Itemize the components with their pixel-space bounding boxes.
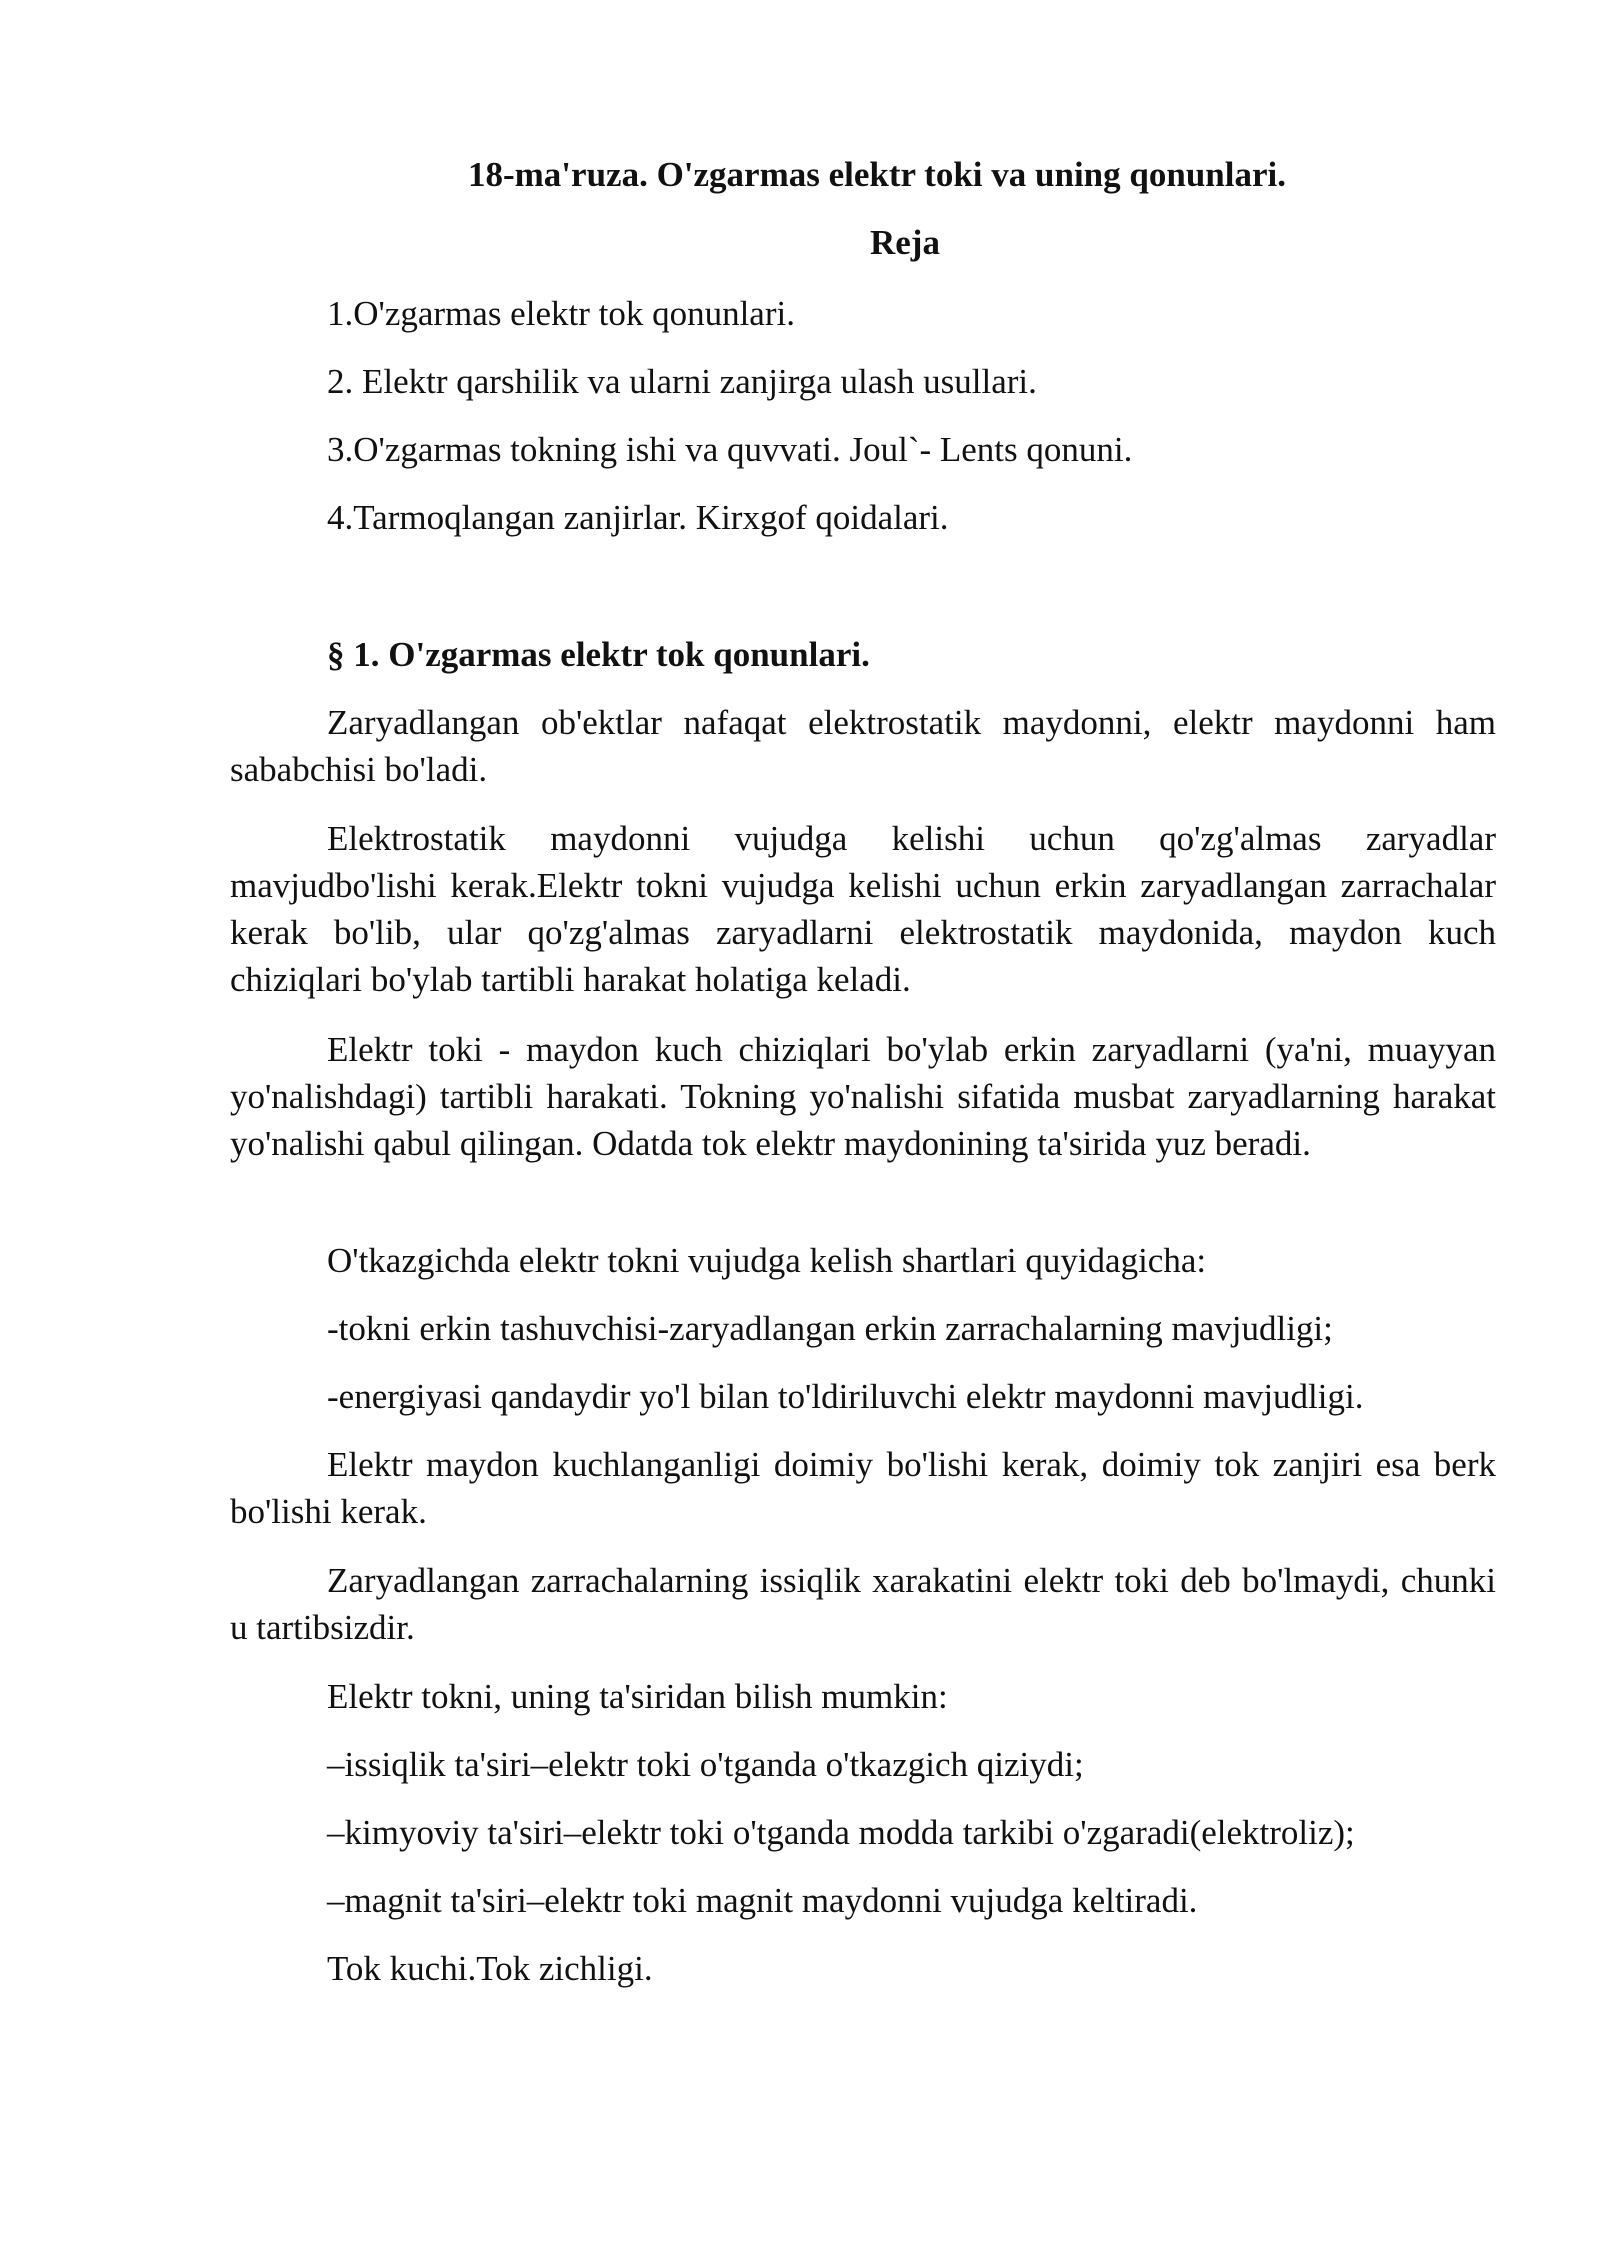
paragraph-3: Elektr toki - maydon kuch chiziqlari bo'ylab erkin zaryadlarni (ya'ni, muayyan yo'nalishdagi) tartibli harakati. Tokning yo'nalishi sifatida musbat zaryadlarning harakat yo'nalishi qabul qilingan. Odatda tok elektr maydonining ta'sirida yuz beradi. [230,1030,1496,1163]
last-line: Tok kuchi.Tok zichligi. [327,1949,653,1988]
paragraph-2: Elektrostatik maydonni vujudga kelishi uchun qo'zg'almas zaryadlar mavjudbo'lishi kerak.Elektr tokni vujudga kelishi uchun erkin zaryadlangan zarrachalar kerak bo'lib, ular qo'zg'almas zaryadlarni elektrostatik maydonida, maydon kuch chiziqlari bo'ylab tartibli harakat holatiga keladi. [230,819,1496,999]
paragraph-1: Zaryadlangan ob'ektlar nafaqat elektrostatik maydonni, elektr maydonni ham sababchisi bo'ladi. [230,703,1496,789]
plan-item-2: 2. Elektr qarshilik va ularni zanjirga ulash usullari. [327,362,1037,401]
plan-item-3: 3.O'zgarmas tokning ishi va quvvati. Joul`- Lents qonuni. [327,430,1133,469]
plan-item-4: 4.Tarmoqlangan zanjirlar. Kirxgof qoidalari. [327,498,949,537]
paragraph-4: Elektr maydon kuchlanganligi doimiy bo'lishi kerak, doimiy tok zanjiri esa berk bo'lishi kerak. [230,1445,1496,1531]
section-heading: § 1. O'zgarmas elektr tok qonunlari. [327,635,870,674]
plan-item-1: 1.O'zgarmas elektr tok qonunlari. [327,294,795,333]
effect-item-3: –magnit ta'siri–elektr toki magnit maydonni vujudga keltiradi. [327,1881,1198,1920]
effect-item-2: –kimyoviy ta'siri–elektr toki o'tganda modda tarkibi o'zgaradi(elektroliz); [327,1813,1355,1852]
paragraph-5: Zaryadlangan zarrachalarning issiqlik xarakatini elektr toki deb bo'lmaydi, chunki u tartibsizdir. [230,1561,1496,1647]
conditions-intro: O'tkazgichda elektr tokni vujudga kelish shartlari quyidagicha: [327,1241,1207,1280]
effect-item-1: –issiqlik ta'siri–elektr toki o'tganda o'tkazgich qiziydi; [327,1745,1084,1784]
plan-heading: Reja [870,223,940,262]
condition-item-2: -energiyasi qandaydir yo'l bilan to'ldiriluvchi elektr maydonni mavjudligi. [327,1377,1364,1416]
effects-intro: Elektr tokni, uning ta'siridan bilish mumkin: [327,1677,948,1716]
lecture-title: 18-ma'ruza. O'zgarmas elektr toki va uning qonunlari. [468,155,1286,194]
condition-item-1: -tokni erkin tashuvchisi-zaryadlangan erkin zarrachalarning mavjudligi; [327,1309,1333,1348]
